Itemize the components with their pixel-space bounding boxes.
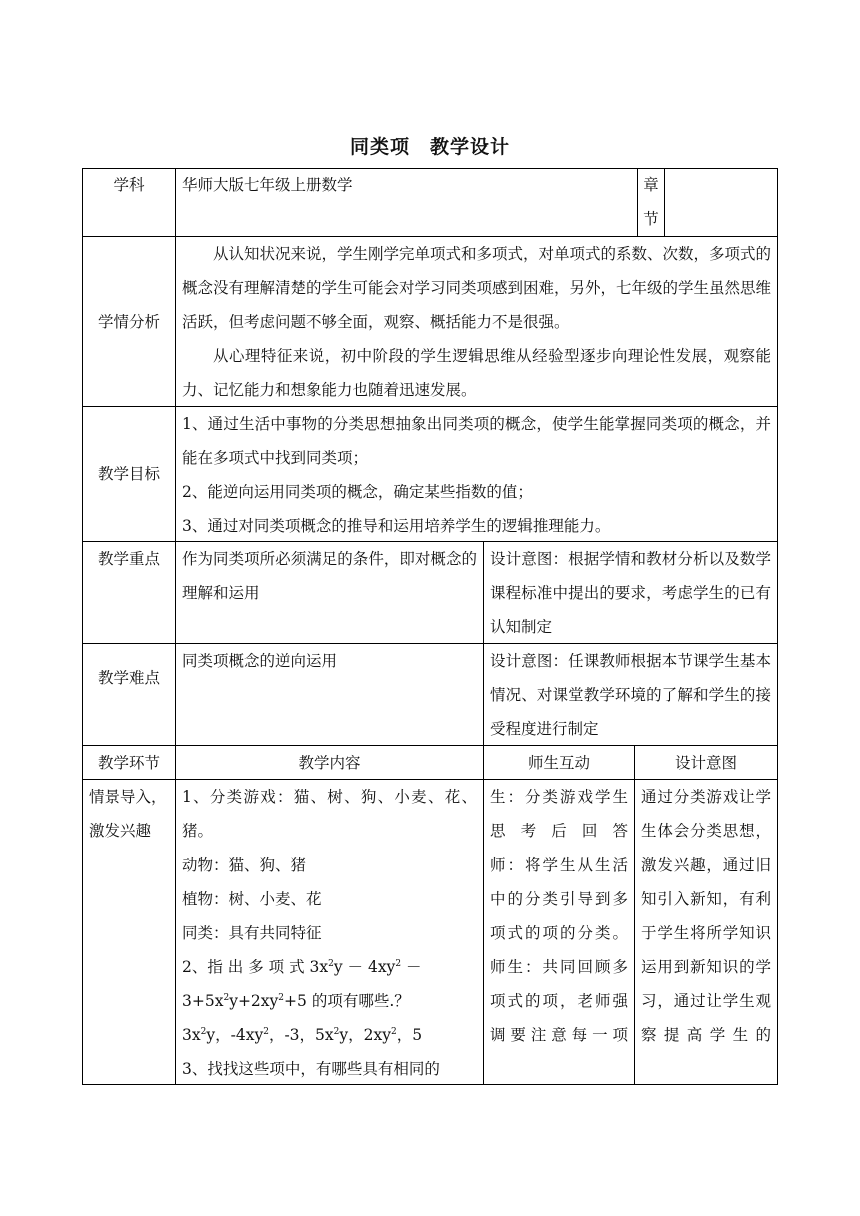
intro-stage [83, 780, 175, 1084]
intro-stage-line-1: 情景导入， [89, 788, 167, 806]
polynomial-part-1: $3x^2y - 4xy^2$ － [309, 958, 422, 976]
intro-item-2-suffix: 的项有哪些.？ [311, 992, 410, 1010]
intro-item-2-line-2 [182, 984, 477, 1018]
chapter-label-char-1: 章 [643, 176, 659, 194]
interaction-together: 师生：共同回顾多项式的项，老师强调要注意每一项 [490, 958, 628, 1044]
difficult-label: 教学难点 [97, 669, 160, 687]
header-content: 教学内容 [298, 754, 361, 772]
intro-item-2-line-1 [182, 950, 477, 984]
polynomial-terms: $3x^2y$，$-4xy^2$，-3，$5x^2y$，$2xy^2$，5 [182, 1026, 423, 1044]
chapter-value [665, 168, 777, 236]
difficult-content: 同类项概念的逆向运用 [182, 652, 338, 670]
intro-item-animals: 动物：猫、狗、猪 [182, 856, 307, 874]
polynomial-part-2: $3+5x^2y+2xy^2+5$ [182, 992, 312, 1010]
intro-stage-line-2: 激发兴趣 [89, 822, 152, 840]
intro-item-plants: 植物：树、小麦、花 [182, 890, 322, 908]
analysis-label: 学情分析 [97, 312, 160, 331]
analysis-paragraph-1: 从认知状况来说，学生刚学完单项式和多项式，对单项式的系数、次数，多项式的概念没有理解清楚的学生可能会对学习同类项感到困难，另外，七年级的学生虽然思维活跃，但考虑问题不够全面，观察、概括能力不是很强。 [182, 245, 772, 331]
key-label: 教学重点 [97, 550, 160, 568]
intro-content [176, 780, 483, 1084]
intro-item-same-kind: 同类：具有共同特征 [182, 924, 322, 942]
intro-item-2-prefix: 2、指 出 多 项 式 [182, 958, 310, 976]
document-title: 同类项 教学设计 [349, 136, 510, 158]
intro-item-1: 1、分类游戏：猫、树、狗、小麦、花、猪。 [182, 788, 477, 840]
header-interaction: 师生互动 [527, 754, 590, 772]
difficult-intent: 设计意图：任课教师根据本节课学生基本情况、对课堂教学环境的了解和学生的接受程度进行制定 [490, 652, 771, 738]
chapter-label [638, 168, 664, 236]
subject-value: 华师大版七年级上册数学 [182, 176, 353, 194]
goals-label: 教学目标 [97, 465, 160, 483]
header-intent: 设计意图 [674, 754, 737, 772]
chapter-label-char-2: 节 [643, 210, 659, 228]
key-intent: 设计意图：根据学情和教材分析以及数学课程标准中提出的要求，考虑学生的已有认知制定 [490, 550, 771, 636]
header-stage: 教学环节 [97, 754, 160, 772]
analysis-content [176, 237, 777, 406]
intro-item-3: 3、找找这些项中，有哪些具有相同的 [182, 1060, 440, 1078]
subject-label: 学科 [113, 176, 145, 194]
goal-3: 3、通过对同类项概念的推导和运用培养学生的逻辑推理能力。 [182, 517, 611, 535]
interaction-student: 生：分类游戏学生思考后回答 [490, 788, 628, 840]
interaction-teacher: 师：将学生从生活中的分类引导到多项式的项的分类。 [490, 856, 628, 942]
analysis-paragraph-2: 从心理特征来说，初中阶段的学生逻辑思维从经验型逐步向理论性发展，观察能力、记忆能力和想象能力也随着迅速发展。 [182, 347, 771, 399]
goals-content [176, 407, 777, 541]
goal-1: 1、通过生活中事物的分类思想抽象出同类项的概念，使学生能掌握同类项的概念，并能在多项式中找到同类项； [182, 415, 771, 467]
goal-2: 2、能逆向运用同类项的概念，确定某些指数的值； [182, 483, 533, 501]
intro-intent: 通过分类游戏让学生体会分类思想，激发兴趣，通过旧知引入新知，有利于学生将所学知识运用到新知识的学习，通过让学生观察提高学生的 [641, 788, 771, 1044]
key-content: 作为同类项所必须满足的条件，即对概念的理解和运用 [182, 550, 477, 602]
intro-interaction [484, 780, 634, 1084]
